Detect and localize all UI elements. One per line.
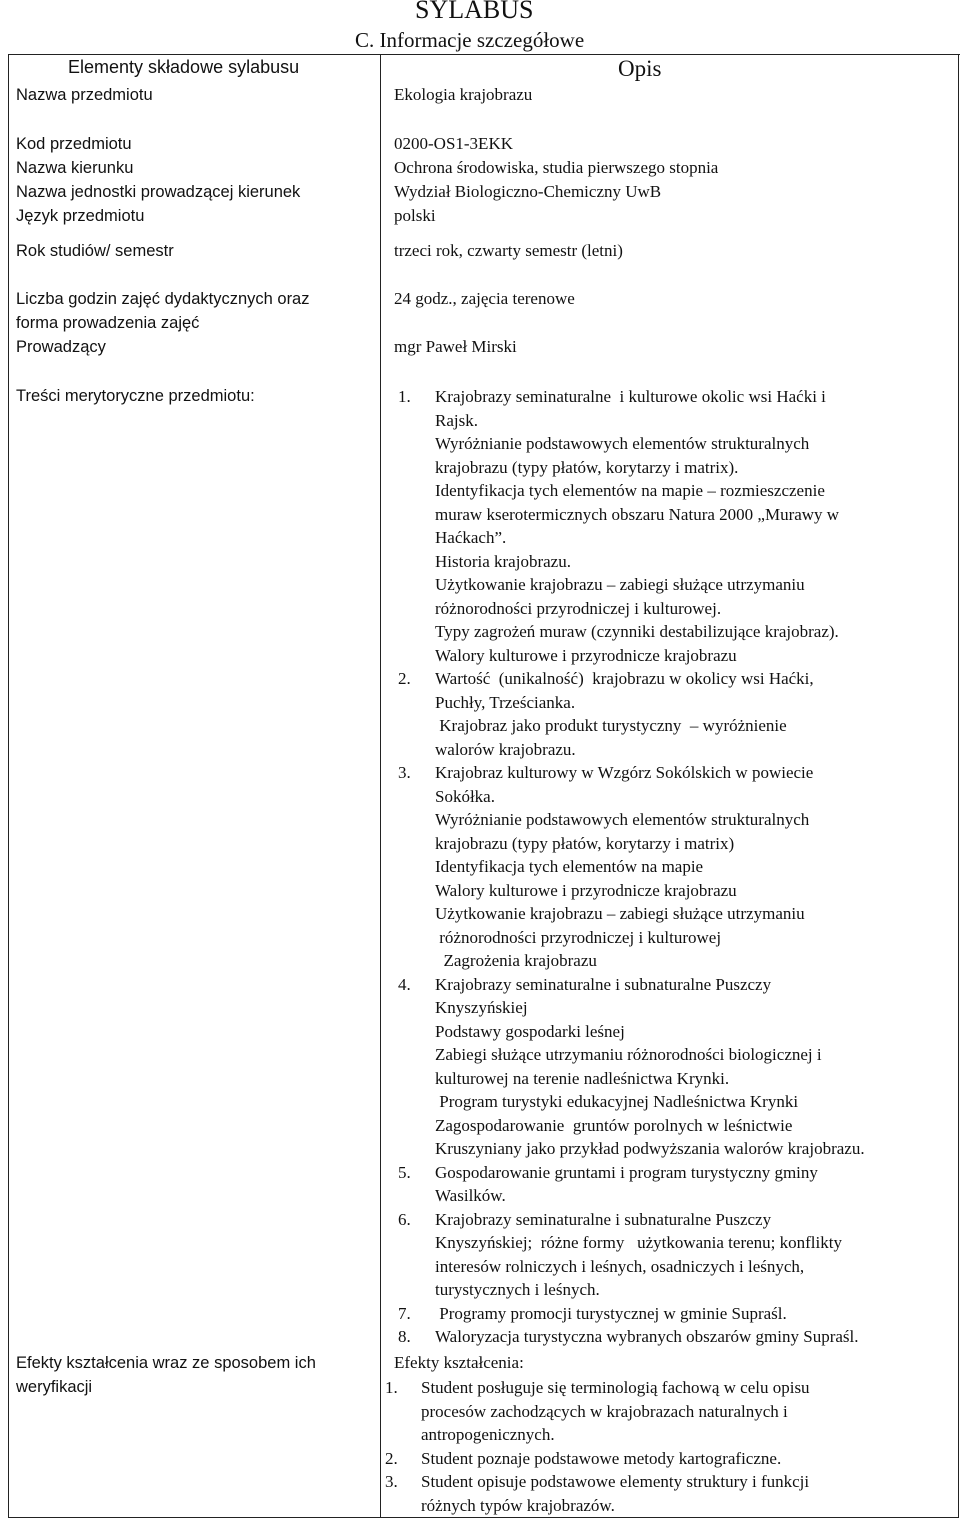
tresci-text: Walory kulturowe i przyrodnicze krajobrazu (435, 880, 737, 900)
tresci-text: Wartość (unikalność) krajobrazu w okolicy wsi Haćki, (435, 669, 814, 688)
tresci-text: Gospodarowanie gruntami i program turystyczny gminy (435, 1162, 818, 1182)
label-prowadzacy: Prowadzący (16, 338, 106, 356)
label-jednostka: Nazwa jednostki prowadzącej kierunek (16, 183, 301, 201)
efekty-line (385, 1400, 950, 1424)
tresci-text: turystycznych i leśnych. (435, 1280, 600, 1299)
section-subtitle: C. Informacje szczegółowe (355, 28, 585, 52)
tresci-text: Identyfikacja tych elementów na mapie – rozmieszczenie (435, 481, 825, 500)
efekty-number: 1. (385, 1378, 398, 1397)
tresci-text: Podstawy gospodarki leśnej (435, 1021, 625, 1041)
label-godziny-line2: forma prowadzenia zajęć (16, 314, 200, 332)
tresci-line (398, 620, 953, 644)
tresci-line (398, 1137, 953, 1161)
tresci-line (398, 1067, 953, 1091)
efekty-line (385, 1470, 950, 1494)
tresci-text: różnorodności przyrodniczej i kulturowej. (435, 598, 722, 618)
tresci-text: Sokółka. (435, 786, 495, 806)
label-tresci: Treści merytoryczne przedmiotu: (16, 387, 255, 405)
tresci-line (398, 1114, 953, 1138)
table-column-divider (380, 54, 381, 1518)
tresci-number: 8. (398, 1327, 411, 1346)
tresci-line (398, 926, 953, 950)
tresci-text: Rajsk. (435, 410, 478, 430)
label-rok: Rok studiów/ semestr (16, 242, 174, 260)
tresci-text: Knyszyńskiej; różne formy użytkowania terenu; konflikty (435, 1233, 842, 1252)
tresci-line (398, 456, 953, 480)
tresci-text: Krajobrazy seminaturalne i kulturowe okolic wsi Haćki i (435, 387, 826, 406)
tresci-line (398, 1020, 953, 1044)
table-top-border (8, 54, 960, 55)
tresci-text: Zagrożenia krajobrazu (435, 951, 597, 970)
efekty-text: antropogenicznych. (421, 1425, 555, 1444)
efekty-line (385, 1447, 950, 1471)
tresci-text: muraw kserotermicznych obszaru Natura 2000 „Murawy w (435, 504, 840, 524)
tresci-line (398, 855, 953, 879)
tresci-line (398, 1278, 953, 1302)
tresci-text: Historia krajobrazu. (435, 551, 571, 571)
tresci-text: Walory kulturowe i przyrodnicze krajobrazu (435, 645, 737, 665)
efekty-line (385, 1494, 950, 1518)
tresci-line (398, 1208, 953, 1232)
efekty-line (385, 1423, 950, 1447)
value-nazwa-przedmiotu: Ekologia krajobrazu (394, 85, 533, 104)
header-elements: Elementy składowe sylabusu (68, 57, 300, 77)
tresci-line (398, 832, 953, 856)
value-godziny: 24 godz., zajęcia terenowe (394, 289, 575, 308)
tresci-text: interesów rolniczych i leśnych, osadniczych i leśnych, (435, 1256, 805, 1276)
tresci-line (398, 503, 953, 527)
efekty-text: Student posługuje się terminologią fachową w celu opisu (421, 1378, 810, 1397)
tresci-line (398, 1161, 953, 1185)
table-right-border (958, 54, 959, 1518)
tresci-line (398, 644, 953, 668)
label-godziny-line1: Liczba godzin zajęć dydaktycznych oraz (16, 290, 310, 308)
efekty-text: procesów zachodzących w krajobrazach naturalnych i (421, 1401, 788, 1421)
tresci-text: Krajobraz kulturowy w Wzgórz Sokólskich w powiecie (435, 763, 814, 782)
tresci-text: Programy promocji turystycznej w gminie Supraśl. (435, 1303, 787, 1323)
tresci-number: 7. (398, 1303, 411, 1323)
document-title: SYLABUS (415, 0, 534, 24)
tresci-line (398, 738, 953, 762)
tresci-line (398, 1090, 953, 1114)
tresci-text: Zabiegi służące utrzymaniu różnorodności biologicznej i (435, 1045, 822, 1064)
tresci-text: Użytkowanie krajobrazu – zabiegi służące utrzymaniu (435, 575, 805, 594)
label-efekty-line2: weryfikacji (16, 1378, 93, 1396)
tresci-line (398, 409, 953, 433)
tresci-text: Waloryzacja turystyczna wybranych obszarów gminy Supraśl. (435, 1327, 859, 1346)
tresci-line (398, 808, 953, 832)
tresci-number: 5. (398, 1162, 411, 1182)
tresci-number: 4. (398, 974, 411, 994)
tresci-number: 6. (398, 1209, 411, 1229)
tresci-line (398, 432, 953, 456)
efekty-heading: Efekty kształcenia: (394, 1353, 524, 1372)
table-bottom-border (8, 1517, 959, 1518)
tresci-text: kulturowej na terenie nadleśnictwa Krynki. (435, 1068, 730, 1088)
value-prowadzacy: mgr Paweł Mirski (394, 337, 517, 356)
tresci-text: Haćkach”. (435, 528, 507, 547)
tresci-text: Krajobrazy seminaturalne i subnaturalne Puszczy (435, 1209, 772, 1229)
tresci-text: krajobrazu (typy płatów, korytarzy i matrix). (435, 457, 739, 477)
tresci-line (398, 526, 953, 550)
tresci-line (398, 385, 953, 409)
tresci-line (398, 1302, 953, 1326)
header-opis: Opis (618, 56, 662, 81)
label-efekty-line1: Efekty kształcenia wraz ze sposobem ich (16, 1354, 316, 1372)
efekty-number: 3. (385, 1472, 398, 1491)
efekty-text: Student opisuje podstawowe elementy struktury i funkcji (421, 1472, 810, 1491)
tresci-line (398, 1325, 953, 1349)
tresci-text: Identyfikacja tych elementów na mapie (435, 857, 704, 876)
tresci-line (398, 479, 953, 503)
efekty-text: różnych typów krajobrazów. (421, 1495, 615, 1515)
tresci-number: 1. (398, 387, 411, 406)
value-jezyk: polski (394, 206, 436, 225)
tresci-text: Typy zagrożeń muraw (czynniki destabilizujące krajobraz). (435, 622, 839, 641)
tresci-text: Wyróżnianie podstawowych elementów strukturalnych (435, 434, 810, 453)
label-jezyk: Język przedmiotu (16, 207, 145, 225)
label-nazwa-przedmiotu: Nazwa przedmiotu (16, 86, 153, 104)
tresci-text: krajobrazu (typy płatów, korytarzy i matrix) (435, 833, 735, 853)
tresci-line (398, 597, 953, 621)
tresci-line (398, 949, 953, 973)
value-rok: trzeci rok, czwarty semestr (letni) (394, 241, 623, 260)
tresci-text: różnorodności przyrodniczej i kulturowej (435, 927, 722, 947)
tresci-text: Knyszyńskiej (435, 998, 528, 1017)
efekty-line (385, 1376, 950, 1400)
tresci-text: Wasilków. (435, 1186, 506, 1205)
value-jednostka: Wydział Biologiczno-Chemiczny UwB (394, 182, 662, 201)
tresci-line (398, 691, 953, 715)
table-left-border (8, 54, 9, 1518)
tresci-text: Krajobrazy seminaturalne i subnaturalne Puszczy (435, 974, 772, 994)
tresci-line (398, 667, 953, 691)
efekty-number: 2. (385, 1448, 398, 1468)
tresci-text: walorów krajobrazu. (435, 739, 576, 759)
tresci-number: 3. (398, 763, 411, 782)
tresci-line (398, 879, 953, 903)
tresci-line (398, 996, 953, 1020)
tresci-line (398, 973, 953, 997)
tresci-list (398, 385, 953, 1349)
tresci-line (398, 1043, 953, 1067)
tresci-text: Program turystyki edukacyjnej Nadleśnictwa Krynki (435, 1092, 799, 1111)
tresci-line (398, 902, 953, 926)
tresci-text: Kruszyniany jako przykład podwyższania walorów krajobrazu. (435, 1139, 865, 1158)
tresci-line (398, 550, 953, 574)
tresci-text: Użytkowanie krajobrazu – zabiegi służące utrzymaniu (435, 904, 805, 923)
tresci-line (398, 1184, 953, 1208)
tresci-line (398, 785, 953, 809)
tresci-line (398, 573, 953, 597)
label-kod-przedmiotu: Kod przedmiotu (16, 135, 132, 153)
tresci-text: Zagospodarowanie gruntów porolnych w leśnictwie (435, 1115, 793, 1135)
tresci-line (398, 761, 953, 785)
efekty-text: Student poznaje podstawowe metody kartograficzne. (421, 1448, 782, 1468)
tresci-line (398, 714, 953, 738)
tresci-text: Wyróżnianie podstawowych elementów strukturalnych (435, 810, 810, 829)
label-nazwa-kierunku: Nazwa kierunku (16, 159, 134, 177)
tresci-text: Krajobraz jako produkt turystyczny – wyróżnienie (435, 716, 787, 735)
value-kod-przedmiotu: 0200-OS1-3EKK (394, 134, 513, 153)
efekty-list (385, 1376, 950, 1517)
tresci-text: Puchły, Trześcianka. (435, 692, 576, 712)
tresci-line (398, 1255, 953, 1279)
tresci-line (398, 1231, 953, 1255)
tresci-number: 2. (398, 669, 411, 688)
value-nazwa-kierunku: Ochrona środowiska, studia pierwszego stopnia (394, 158, 719, 177)
